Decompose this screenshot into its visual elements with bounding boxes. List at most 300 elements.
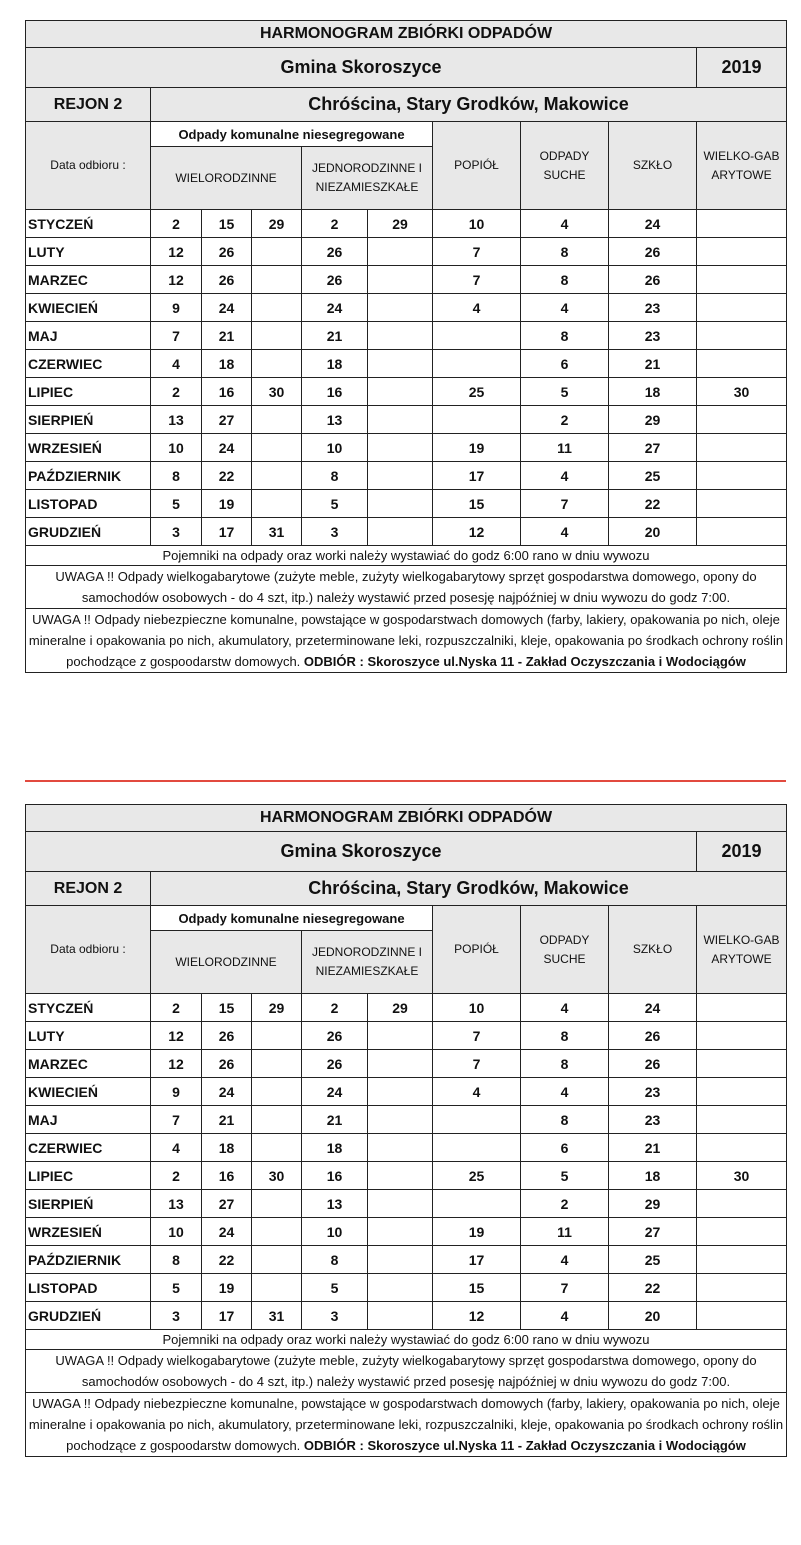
date-cell-ash bbox=[433, 322, 521, 350]
mixed-waste-header: Odpady komunalne niesegregowane bbox=[151, 906, 433, 931]
region-name: Chróścina, Stary Grodków, Makowice bbox=[151, 88, 787, 122]
schedule-year: 2019 bbox=[697, 48, 787, 88]
date-cell-j1: 24 bbox=[302, 1078, 368, 1106]
table-row bbox=[26, 1190, 787, 1218]
date-cell-bulky bbox=[697, 994, 787, 1022]
schedule-table bbox=[25, 804, 787, 1457]
date-cell-ash: 25 bbox=[433, 1162, 521, 1190]
date-cell-dry: 8 bbox=[521, 266, 609, 294]
pickup-place: ODBIÓR : Skoroszyce ul.Nyska 11 - Zakład Oczyszczania i Wodociągów bbox=[303, 654, 746, 669]
date-cell-j2 bbox=[368, 1106, 433, 1134]
table-row bbox=[26, 518, 787, 546]
date-cell-w3 bbox=[252, 462, 302, 490]
date-cell-bulky bbox=[697, 406, 787, 434]
table-row bbox=[26, 1274, 787, 1302]
date-cell-dry: 7 bbox=[521, 1274, 609, 1302]
date-cell-w3 bbox=[252, 406, 302, 434]
cut-line-divider bbox=[25, 780, 786, 782]
date-cell-dry: 8 bbox=[521, 1050, 609, 1078]
date-cell-ash bbox=[433, 1106, 521, 1134]
date-cell-j2 bbox=[368, 350, 433, 378]
date-cell-w3: 30 bbox=[252, 1162, 302, 1190]
date-cell-j2 bbox=[368, 1078, 433, 1106]
date-cell-w3 bbox=[252, 294, 302, 322]
hazardous-waste-text: UWAGA !! Odpady niebezpieczne komunalne, powstające w gospodarstwach domowych (farby, lakiery, opakowania po nich, oleje mineralne i opakowania po nich, akumulatory, przeterminowane leki, rozpuszczalniki, kleje, opakowania po środkach ochrony roślin pochodzące z gospoodarstw domowych. bbox=[28, 1396, 784, 1453]
date-cell-ash: 10 bbox=[433, 994, 521, 1022]
date-cell-glass: 22 bbox=[609, 490, 697, 518]
date-cell-dry: 8 bbox=[521, 322, 609, 350]
date-cell-ash: 12 bbox=[433, 518, 521, 546]
date-cell-j1: 10 bbox=[302, 434, 368, 462]
month-cell: LIPIEC bbox=[26, 378, 151, 406]
schedule-year: 2019 bbox=[697, 832, 787, 872]
date-cell-glass: 20 bbox=[609, 1302, 697, 1330]
date-cell-w2: 16 bbox=[202, 1162, 252, 1190]
date-cell-glass: 25 bbox=[609, 1246, 697, 1274]
date-cell-dry: 8 bbox=[521, 238, 609, 266]
date-cell-j1: 21 bbox=[302, 322, 368, 350]
date-cell-glass: 20 bbox=[609, 518, 697, 546]
date-cell-w2: 24 bbox=[202, 294, 252, 322]
date-cell-j1: 8 bbox=[302, 1246, 368, 1274]
date-cell-j2 bbox=[368, 406, 433, 434]
hazardous-waste-text: UWAGA !! Odpady niebezpieczne komunalne, powstające w gospodarstwach domowych (farby, lakiery, opakowania po nich, oleje mineralne i opakowania po nich, akumulatory, przeterminowane leki, rozpuszczalniki, kleje, opakowania po środkach ochrony roślin pochodzące z gospoodarstw domowych. bbox=[28, 612, 784, 669]
date-cell-w3 bbox=[252, 350, 302, 378]
table-row bbox=[26, 1050, 787, 1078]
date-cell-j2 bbox=[368, 1022, 433, 1050]
date-cell-j1: 26 bbox=[302, 1022, 368, 1050]
date-cell-j1: 3 bbox=[302, 1302, 368, 1330]
date-cell-w3 bbox=[252, 1218, 302, 1246]
date-cell-j1: 8 bbox=[302, 462, 368, 490]
date-cell-j1: 26 bbox=[302, 266, 368, 294]
single-family-header: JEDNORODZINNE I NIEZAMIESZKAŁE bbox=[302, 931, 433, 994]
date-cell-w3 bbox=[252, 1022, 302, 1050]
date-cell-j1: 10 bbox=[302, 1218, 368, 1246]
date-cell-glass: 27 bbox=[609, 434, 697, 462]
date-cell-w1: 8 bbox=[151, 1246, 202, 1274]
date-cell-w2: 21 bbox=[202, 322, 252, 350]
table-row bbox=[26, 1106, 787, 1134]
month-cell: MARZEC bbox=[26, 1050, 151, 1078]
date-cell-glass: 23 bbox=[609, 1106, 697, 1134]
single-family-header: JEDNORODZINNE I NIEZAMIESZKAŁE bbox=[302, 147, 433, 210]
date-cell-j1: 18 bbox=[302, 1134, 368, 1162]
date-cell-w1: 2 bbox=[151, 994, 202, 1022]
date-cell-dry: 6 bbox=[521, 1134, 609, 1162]
date-cell-glass: 29 bbox=[609, 1190, 697, 1218]
date-cell-w1: 10 bbox=[151, 434, 202, 462]
date-cell-glass: 24 bbox=[609, 994, 697, 1022]
date-cell-w1: 5 bbox=[151, 490, 202, 518]
date-cell-ash: 12 bbox=[433, 1302, 521, 1330]
date-cell-w3: 29 bbox=[252, 994, 302, 1022]
date-cell-j2 bbox=[368, 1246, 433, 1274]
date-cell-w1: 2 bbox=[151, 378, 202, 406]
date-cell-w2: 24 bbox=[202, 434, 252, 462]
month-cell: SIERPIEŃ bbox=[26, 1190, 151, 1218]
table-row bbox=[26, 294, 787, 322]
month-cell: LISTOPAD bbox=[26, 490, 151, 518]
date-cell-dry: 11 bbox=[521, 1218, 609, 1246]
date-cell-j1: 5 bbox=[302, 490, 368, 518]
table-row bbox=[26, 1134, 787, 1162]
date-cell-glass: 26 bbox=[609, 238, 697, 266]
date-cell-j1: 18 bbox=[302, 350, 368, 378]
schedule-title: HARMONOGRAM ZBIÓRKI ODPADÓW bbox=[26, 805, 787, 832]
date-cell-j1: 16 bbox=[302, 1162, 368, 1190]
table-row bbox=[26, 994, 787, 1022]
month-cell: LUTY bbox=[26, 238, 151, 266]
date-label: Data odbioru : bbox=[26, 906, 151, 994]
date-cell-bulky bbox=[697, 210, 787, 238]
ash-header: POPIÓŁ bbox=[433, 906, 521, 994]
date-cell-w3: 31 bbox=[252, 518, 302, 546]
date-cell-ash: 7 bbox=[433, 266, 521, 294]
table-row bbox=[26, 462, 787, 490]
month-cell: LISTOPAD bbox=[26, 1274, 151, 1302]
date-cell-w2: 27 bbox=[202, 406, 252, 434]
date-cell-j1: 26 bbox=[302, 238, 368, 266]
bulky-waste-header: WIELKO-GABARYTOWE bbox=[697, 906, 787, 994]
date-cell-bulky bbox=[697, 518, 787, 546]
date-cell-dry: 5 bbox=[521, 378, 609, 406]
date-cell-glass: 18 bbox=[609, 378, 697, 406]
date-cell-bulky bbox=[697, 1106, 787, 1134]
date-cell-ash bbox=[433, 350, 521, 378]
date-cell-dry: 8 bbox=[521, 1022, 609, 1050]
table-row bbox=[26, 378, 787, 406]
date-cell-ash bbox=[433, 1134, 521, 1162]
date-cell-glass: 27 bbox=[609, 1218, 697, 1246]
date-cell-w1: 7 bbox=[151, 1106, 202, 1134]
date-cell-bulky bbox=[697, 266, 787, 294]
date-cell-bulky bbox=[697, 350, 787, 378]
date-cell-j1: 24 bbox=[302, 294, 368, 322]
table-row bbox=[26, 1162, 787, 1190]
date-cell-glass: 25 bbox=[609, 462, 697, 490]
table-row bbox=[26, 1078, 787, 1106]
date-cell-w1: 13 bbox=[151, 406, 202, 434]
schedule-rows bbox=[26, 994, 787, 1330]
date-cell-dry: 7 bbox=[521, 490, 609, 518]
date-cell-dry: 4 bbox=[521, 294, 609, 322]
pickup-place: ODBIÓR : Skoroszyce ul.Nyska 11 - Zakład Oczyszczania i Wodociągów bbox=[303, 1438, 746, 1453]
date-cell-bulky: 30 bbox=[697, 378, 787, 406]
date-cell-w2: 26 bbox=[202, 266, 252, 294]
waste-schedule-bottom bbox=[25, 804, 786, 1457]
month-cell: MAJ bbox=[26, 322, 151, 350]
date-cell-j2 bbox=[368, 490, 433, 518]
date-cell-j2 bbox=[368, 1190, 433, 1218]
date-cell-w1: 3 bbox=[151, 1302, 202, 1330]
date-cell-w1: 12 bbox=[151, 266, 202, 294]
date-cell-j2 bbox=[368, 1274, 433, 1302]
date-cell-w3 bbox=[252, 1078, 302, 1106]
date-cell-glass: 21 bbox=[609, 1134, 697, 1162]
date-cell-j2 bbox=[368, 1050, 433, 1078]
date-cell-bulky bbox=[697, 1246, 787, 1274]
schedule-rows bbox=[26, 210, 787, 546]
date-cell-j2 bbox=[368, 266, 433, 294]
date-cell-w1: 12 bbox=[151, 1050, 202, 1078]
date-cell-dry: 8 bbox=[521, 1106, 609, 1134]
date-cell-glass: 24 bbox=[609, 210, 697, 238]
date-cell-j1: 2 bbox=[302, 210, 368, 238]
month-cell: WRZESIEŃ bbox=[26, 1218, 151, 1246]
date-cell-w3 bbox=[252, 1274, 302, 1302]
date-cell-j2 bbox=[368, 294, 433, 322]
date-cell-j2 bbox=[368, 434, 433, 462]
table-row bbox=[26, 1218, 787, 1246]
date-cell-glass: 18 bbox=[609, 1162, 697, 1190]
date-cell-w3 bbox=[252, 1106, 302, 1134]
date-cell-j1: 21 bbox=[302, 1106, 368, 1134]
date-cell-bulky bbox=[697, 1274, 787, 1302]
date-cell-glass: 26 bbox=[609, 1022, 697, 1050]
date-cell-dry: 5 bbox=[521, 1162, 609, 1190]
date-cell-w2: 17 bbox=[202, 518, 252, 546]
date-cell-bulky bbox=[697, 490, 787, 518]
date-cell-w3 bbox=[252, 1190, 302, 1218]
date-cell-glass: 21 bbox=[609, 350, 697, 378]
schedule-table bbox=[25, 20, 787, 673]
date-cell-w2: 18 bbox=[202, 1134, 252, 1162]
date-cell-dry: 4 bbox=[521, 210, 609, 238]
date-cell-w3 bbox=[252, 238, 302, 266]
region-label: REJON 2 bbox=[26, 872, 151, 906]
dry-waste-header: ODPADY SUCHE bbox=[521, 122, 609, 210]
month-cell: KWIECIEŃ bbox=[26, 1078, 151, 1106]
date-cell-ash: 19 bbox=[433, 1218, 521, 1246]
month-cell: STYCZEŃ bbox=[26, 210, 151, 238]
date-cell-w3 bbox=[252, 434, 302, 462]
date-cell-bulky bbox=[697, 1022, 787, 1050]
date-cell-w1: 4 bbox=[151, 1134, 202, 1162]
date-cell-j2 bbox=[368, 462, 433, 490]
date-cell-ash: 7 bbox=[433, 1022, 521, 1050]
date-cell-w1: 2 bbox=[151, 210, 202, 238]
date-cell-bulky bbox=[697, 238, 787, 266]
date-cell-j1: 13 bbox=[302, 406, 368, 434]
table-row bbox=[26, 1246, 787, 1274]
date-cell-dry: 4 bbox=[521, 994, 609, 1022]
region-label: REJON 2 bbox=[26, 88, 151, 122]
date-cell-w1: 7 bbox=[151, 322, 202, 350]
date-cell-ash: 17 bbox=[433, 462, 521, 490]
date-cell-ash: 7 bbox=[433, 1050, 521, 1078]
date-cell-w2: 26 bbox=[202, 238, 252, 266]
date-cell-w2: 15 bbox=[202, 994, 252, 1022]
date-cell-w3: 31 bbox=[252, 1302, 302, 1330]
date-cell-glass: 22 bbox=[609, 1274, 697, 1302]
date-cell-ash bbox=[433, 1190, 521, 1218]
date-cell-w1: 5 bbox=[151, 1274, 202, 1302]
date-cell-bulky bbox=[697, 1078, 787, 1106]
date-cell-dry: 2 bbox=[521, 1190, 609, 1218]
date-cell-w1: 8 bbox=[151, 462, 202, 490]
date-cell-j2 bbox=[368, 378, 433, 406]
date-cell-j2 bbox=[368, 518, 433, 546]
table-row bbox=[26, 266, 787, 294]
table-row bbox=[26, 434, 787, 462]
date-cell-ash: 15 bbox=[433, 490, 521, 518]
multi-family-header: WIELORODZINNE bbox=[151, 147, 302, 210]
date-cell-glass: 23 bbox=[609, 294, 697, 322]
date-cell-w2: 21 bbox=[202, 1106, 252, 1134]
date-cell-w1: 12 bbox=[151, 1022, 202, 1050]
date-cell-bulky bbox=[697, 1302, 787, 1330]
month-cell: GRUDZIEŃ bbox=[26, 1302, 151, 1330]
month-cell: STYCZEŃ bbox=[26, 994, 151, 1022]
date-cell-ash bbox=[433, 406, 521, 434]
date-cell-w3 bbox=[252, 266, 302, 294]
date-cell-ash: 17 bbox=[433, 1246, 521, 1274]
date-cell-w1: 9 bbox=[151, 1078, 202, 1106]
date-cell-glass: 26 bbox=[609, 1050, 697, 1078]
date-cell-w1: 12 bbox=[151, 238, 202, 266]
glass-header: SZKŁO bbox=[609, 906, 697, 994]
date-label: Data odbioru : bbox=[26, 122, 151, 210]
date-cell-j2 bbox=[368, 1302, 433, 1330]
date-cell-w1: 4 bbox=[151, 350, 202, 378]
date-cell-ash: 25 bbox=[433, 378, 521, 406]
date-cell-w3 bbox=[252, 490, 302, 518]
date-cell-j2 bbox=[368, 1134, 433, 1162]
date-cell-w3 bbox=[252, 1134, 302, 1162]
date-cell-bulky: 30 bbox=[697, 1162, 787, 1190]
date-cell-w2: 22 bbox=[202, 462, 252, 490]
date-cell-w1: 2 bbox=[151, 1162, 202, 1190]
date-cell-bulky bbox=[697, 1218, 787, 1246]
date-cell-ash: 4 bbox=[433, 294, 521, 322]
month-cell: PAŹDZIERNIK bbox=[26, 462, 151, 490]
date-cell-bulky bbox=[697, 294, 787, 322]
date-cell-w2: 24 bbox=[202, 1078, 252, 1106]
date-cell-w2: 19 bbox=[202, 1274, 252, 1302]
date-cell-j1: 3 bbox=[302, 518, 368, 546]
date-cell-j2 bbox=[368, 238, 433, 266]
table-row bbox=[26, 350, 787, 378]
waste-schedule-top bbox=[25, 20, 786, 673]
date-cell-w1: 13 bbox=[151, 1190, 202, 1218]
date-cell-w3: 30 bbox=[252, 378, 302, 406]
table-row bbox=[26, 490, 787, 518]
date-cell-w2: 19 bbox=[202, 490, 252, 518]
date-cell-ash: 19 bbox=[433, 434, 521, 462]
date-cell-j2 bbox=[368, 322, 433, 350]
date-cell-bulky bbox=[697, 1190, 787, 1218]
date-cell-w3: 29 bbox=[252, 210, 302, 238]
date-cell-w1: 3 bbox=[151, 518, 202, 546]
hazardous-waste-note bbox=[26, 609, 787, 673]
bulky-waste-header: WIELKO-GABARYTOWE bbox=[697, 122, 787, 210]
date-cell-j1: 16 bbox=[302, 378, 368, 406]
table-row bbox=[26, 322, 787, 350]
containers-note: Pojemniki na odpady oraz worki należy wystawiać do godz 6:00 rano w dniu wywozu bbox=[26, 1330, 787, 1350]
mixed-waste-header: Odpady komunalne niesegregowane bbox=[151, 122, 433, 147]
hazardous-waste-note bbox=[26, 1393, 787, 1457]
date-cell-bulky bbox=[697, 1050, 787, 1078]
date-cell-dry: 4 bbox=[521, 518, 609, 546]
date-cell-dry: 2 bbox=[521, 406, 609, 434]
date-cell-j2: 29 bbox=[368, 994, 433, 1022]
table-row bbox=[26, 210, 787, 238]
month-cell: MAJ bbox=[26, 1106, 151, 1134]
month-cell: MARZEC bbox=[26, 266, 151, 294]
date-cell-dry: 4 bbox=[521, 1302, 609, 1330]
date-cell-w2: 27 bbox=[202, 1190, 252, 1218]
date-cell-dry: 6 bbox=[521, 350, 609, 378]
date-cell-w3 bbox=[252, 322, 302, 350]
date-cell-ash: 10 bbox=[433, 210, 521, 238]
date-cell-glass: 23 bbox=[609, 322, 697, 350]
date-cell-ash: 15 bbox=[433, 1274, 521, 1302]
month-cell: GRUDZIEŃ bbox=[26, 518, 151, 546]
date-cell-w3 bbox=[252, 1050, 302, 1078]
date-cell-dry: 4 bbox=[521, 462, 609, 490]
date-cell-w2: 22 bbox=[202, 1246, 252, 1274]
month-cell: WRZESIEŃ bbox=[26, 434, 151, 462]
date-cell-j1: 5 bbox=[302, 1274, 368, 1302]
date-cell-dry: 11 bbox=[521, 434, 609, 462]
date-cell-j1: 2 bbox=[302, 994, 368, 1022]
schedule-title: HARMONOGRAM ZBIÓRKI ODPADÓW bbox=[26, 21, 787, 48]
date-cell-j1: 26 bbox=[302, 1050, 368, 1078]
date-cell-w1: 10 bbox=[151, 1218, 202, 1246]
date-cell-w3 bbox=[252, 1246, 302, 1274]
bulky-waste-note: UWAGA !! Odpady wielkogabarytowe (zużyte meble, zużyty wielkogabarytowy sprzęt gospodarstwa domowego, opony do samochodów osobowych - do 4 szt, itp.) należy wystawić przed posesję najpóźniej w dniu wywozu do godz 7:00. bbox=[26, 1350, 787, 1393]
date-cell-j2 bbox=[368, 1218, 433, 1246]
date-cell-glass: 26 bbox=[609, 266, 697, 294]
date-cell-bulky bbox=[697, 434, 787, 462]
date-cell-j2: 29 bbox=[368, 210, 433, 238]
date-cell-w2: 16 bbox=[202, 378, 252, 406]
date-cell-j2 bbox=[368, 1162, 433, 1190]
date-cell-bulky bbox=[697, 322, 787, 350]
date-cell-w2: 26 bbox=[202, 1022, 252, 1050]
date-cell-ash: 7 bbox=[433, 238, 521, 266]
date-cell-bulky bbox=[697, 1134, 787, 1162]
month-cell: LIPIEC bbox=[26, 1162, 151, 1190]
ash-header: POPIÓŁ bbox=[433, 122, 521, 210]
date-cell-w2: 17 bbox=[202, 1302, 252, 1330]
date-cell-w2: 24 bbox=[202, 1218, 252, 1246]
date-cell-ash: 4 bbox=[433, 1078, 521, 1106]
date-cell-w1: 9 bbox=[151, 294, 202, 322]
month-cell: SIERPIEŃ bbox=[26, 406, 151, 434]
month-cell: KWIECIEŃ bbox=[26, 294, 151, 322]
municipality-name: Gmina Skoroszyce bbox=[26, 48, 697, 88]
municipality-name: Gmina Skoroszyce bbox=[26, 832, 697, 872]
month-cell: PAŹDZIERNIK bbox=[26, 1246, 151, 1274]
month-cell: CZERWIEC bbox=[26, 350, 151, 378]
date-cell-w2: 18 bbox=[202, 350, 252, 378]
bulky-waste-note: UWAGA !! Odpady wielkogabarytowe (zużyte meble, zużyty wielkogabarytowy sprzęt gospodarstwa domowego, opony do samochodów osobowych - do 4 szt, itp.) należy wystawić przed posesję najpóźniej w dniu wywozu do godz 7:00. bbox=[26, 566, 787, 609]
date-cell-dry: 4 bbox=[521, 1246, 609, 1274]
table-row bbox=[26, 238, 787, 266]
region-name: Chróścina, Stary Grodków, Makowice bbox=[151, 872, 787, 906]
date-cell-j1: 13 bbox=[302, 1190, 368, 1218]
date-cell-glass: 23 bbox=[609, 1078, 697, 1106]
date-cell-glass: 29 bbox=[609, 406, 697, 434]
table-row bbox=[26, 1302, 787, 1330]
date-cell-w2: 26 bbox=[202, 1050, 252, 1078]
month-cell: CZERWIEC bbox=[26, 1134, 151, 1162]
multi-family-header: WIELORODZINNE bbox=[151, 931, 302, 994]
date-cell-dry: 4 bbox=[521, 1078, 609, 1106]
table-row bbox=[26, 406, 787, 434]
